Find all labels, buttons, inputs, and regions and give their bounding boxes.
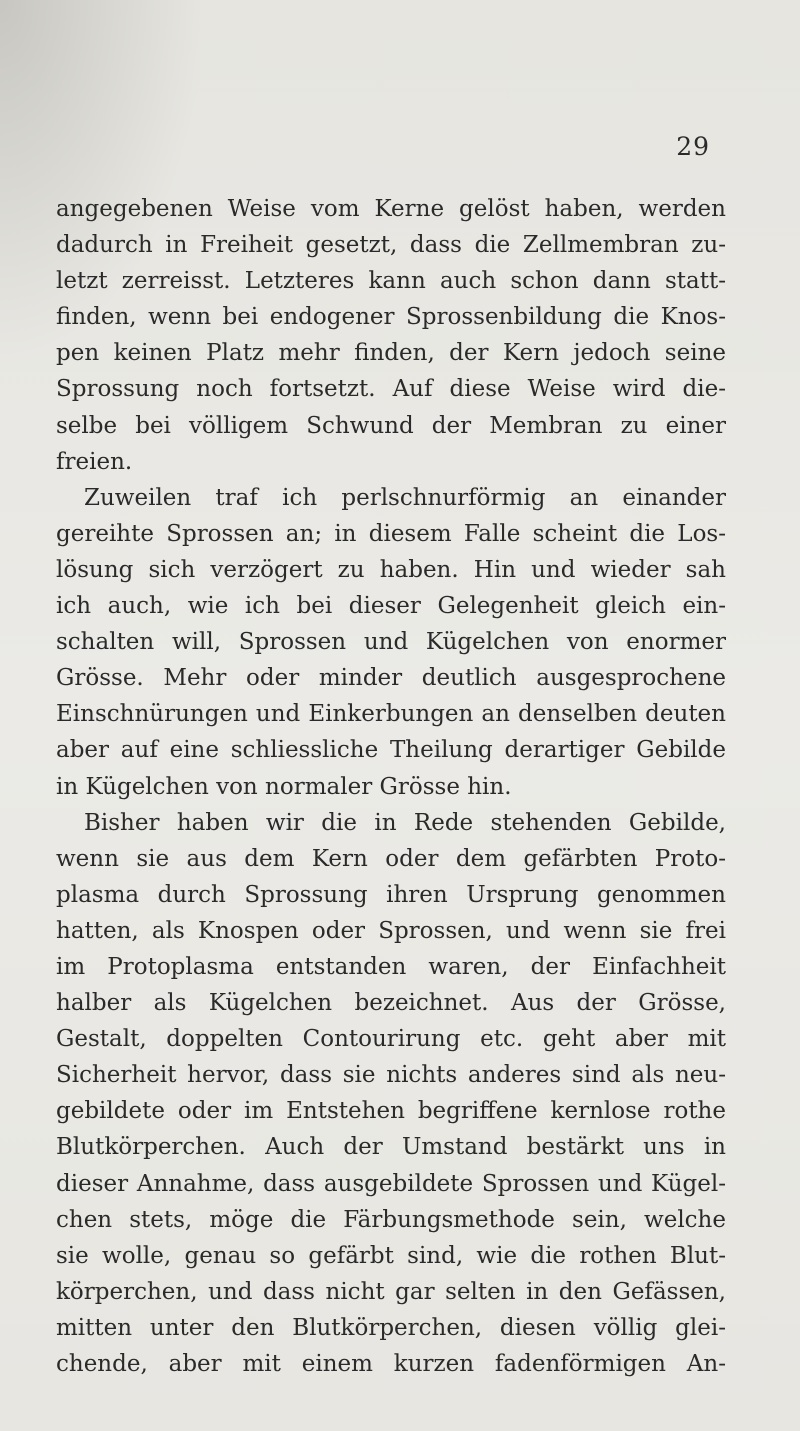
text-line: Bisher haben wir die in Rede stehenden Gebilde, [84,809,726,836]
text-line: aber auf eine schliessliche Theilung derartiger Gebilde [56,737,726,764]
text-line: schalten will, Sprossen und Kügelchen von enormer [56,629,726,656]
text-line: chen stets, möge die Färbungsmethode sein, welche [56,1206,726,1233]
text-line: letzt zerreisst. Letzteres kann auch schon dann statt- [56,268,726,295]
text-line: freien. [56,448,133,475]
text-line: dadurch in Freiheit gesetzt, dass die Zellmembran zu- [56,232,726,259]
text-line: angegebenen Weise vom Kerne gelöst haben, werden [56,196,726,222]
text-line: dieser Annahme, dass ausgebildete Sprossen und Kügel- [56,1170,726,1197]
text-line: wenn sie aus dem Kern oder dem gefärbten Proto- [56,845,726,872]
body-text [56,191,726,1382]
text-line: Sprossung noch fortsetzt. Auf diese Weise wird die- [56,376,726,403]
text-line: körperchen, und dass nicht gar selten in den Gefässen, [56,1278,726,1305]
text-line: plasma durch Sprossung ihren Ursprung genommen [56,881,726,908]
text-line: im Protoplasma entstanden waren, der Einfachheit [56,953,726,980]
text-line: mitten unter den Blutkörperchen, diesen völlig glei- [56,1314,726,1341]
text-line: selbe bei völligem Schwund der Membran zu einer [56,412,726,439]
text-line: lösung sich verzögert zu haben. Hin und wieder sah [56,556,726,583]
text-line: Zuweilen traf ich perlschnurförmig an einander [84,484,726,511]
text-line: pen keinen Platz mehr finden, der Kern jedoch seine [56,340,726,367]
text-line: in Kügelchen von normaler Grösse hin. [56,773,512,800]
page-number: 29 [676,132,710,161]
text-line: finden, wenn bei endogener Sprossenbildung die Knos- [56,304,726,331]
text-line: Einschnürungen und Einkerbungen an denselben deuten [56,701,726,728]
text-line: chende, aber mit einem kurzen fadenförmigen An- [56,1351,726,1377]
text-line: gebildete oder im Entstehen begriffene kernlose rothe [56,1098,726,1125]
text-line: hatten, als Knospen oder Sprossen, und wenn sie frei [56,917,726,944]
text-line: Grösse. Mehr oder minder deutlich ausgesprochene [56,665,726,692]
text-line: Blutkörperchen. Auch der Umstand bestärkt uns in [56,1134,726,1161]
text-line: Sicherheit hervor, dass sie nichts anderes sind als neu- [56,1062,726,1089]
text-line: Gestalt, doppelten Contourirung etc. geht aber mit [56,1026,726,1053]
text-line: ich auch, wie ich bei dieser Gelegenheit gleich ein- [56,593,726,620]
text-line: sie wolle, genau so gefärbt sind, wie die rothen Blut- [56,1242,726,1269]
text-line: halber als Kügelchen bezeichnet. Aus der Grösse, [56,990,726,1017]
text-line: gereihte Sprossen an; in diesem Falle scheint die Los- [56,520,726,547]
